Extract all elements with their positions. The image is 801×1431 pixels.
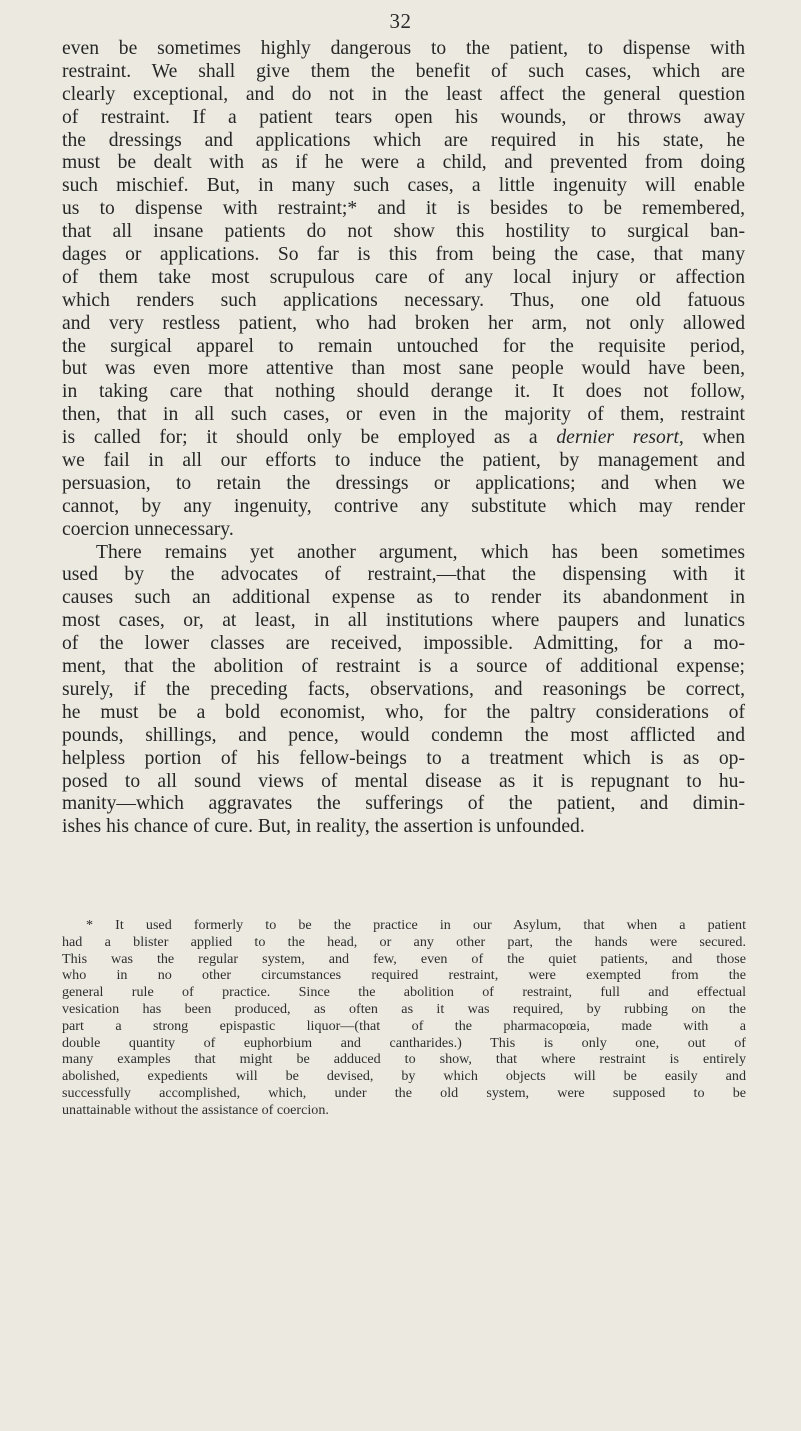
text-line: clearly exceptional, and do not in the least affect the general question xyxy=(62,83,745,105)
text-line: which renders such applications necessary. Thus, one old fatuous xyxy=(62,289,745,311)
footnote-line: many examples that might be adduced to show, that where restraint is entirely xyxy=(62,1051,746,1068)
text-line: surely, if the preceding facts, observations, and reasonings be correct, xyxy=(62,678,745,700)
text-line: causes such an additional expense as to render its abandonment in xyxy=(62,587,745,609)
text-line: of them take most scrupulous care of any local injury or affection xyxy=(62,266,745,288)
footnote-line: vesication has been produced, as often as it was required, by rubbing on the xyxy=(62,1000,746,1017)
footnote-line: part a strong epispastic liquor—(that of the pharmacopœia, made with a xyxy=(62,1017,746,1034)
text-line: the surgical apparel to remain untouched for the requisite period, xyxy=(62,335,745,357)
text-line: helpless portion of his fellow-beings to a treatment which is as op- xyxy=(62,747,745,769)
text-line: posed to all sound views of mental disease as it is repugnant to hu- xyxy=(62,770,745,792)
text-line: even be sometimes highly dangerous to the patient, to dispense with xyxy=(62,38,745,59)
text-segment: is called for; it should only be employed as a xyxy=(62,427,538,449)
footnote-line: * It used formerly to be the practice in our Asylum, that when a patient xyxy=(86,917,746,933)
footnote-line: unattainable without the assistance of coercion. xyxy=(62,1101,329,1118)
text-line: pounds, shillings, and pence, would condemn the most afflicted and xyxy=(62,724,745,746)
text-line: and very restless patient, who had broken her arm, not only allowed xyxy=(62,312,745,334)
text-line: of the lower classes are received, impossible. Admitting, for a mo- xyxy=(62,633,745,655)
text-line-paragraph-start: There remains yet another argument, which has been sometimes xyxy=(96,541,745,563)
footnote-line: double quantity of euphorbium and cantharides.) This is only one, out of xyxy=(62,1034,746,1051)
footnote-line: had a blister applied to the head, or any other part, the hands were secured. xyxy=(62,933,746,950)
text-line: ment, that the abolition of restraint is a source of additional expense; xyxy=(62,656,745,678)
text-segment: when xyxy=(683,427,745,449)
footnote-line: general rule of practice. Since the abolition of restraint, full and effectual xyxy=(62,984,746,1001)
text-line: used by the advocates of restraint,—that the dispensing with it xyxy=(62,564,745,586)
text-line: us to dispense with restraint;* and it is besides to be remembered, xyxy=(62,198,745,220)
text-line: we fail in all our efforts to induce the patient, by management and xyxy=(62,450,745,472)
text-line: he must be a bold economist, who, for the paltry considerations of xyxy=(62,701,745,723)
text-line: must be dealt with as if he were a child, and prevented from doing xyxy=(62,152,745,174)
text-line: of restraint. If a patient tears open his wounds, or throws away xyxy=(62,106,745,128)
text-line: but was even more attentive than most sane people would have been, xyxy=(62,358,745,380)
text-line: restraint. We shall give them the benefit of such cases, which are xyxy=(62,60,745,82)
text-line: manity—which aggravates the sufferings of the patient, and dimin- xyxy=(62,793,745,815)
text-line: in taking care that nothing should derange it. It does not follow, xyxy=(62,381,745,403)
body-text xyxy=(62,38,745,839)
text-line: then, that in all such cases, or even in the majority of them, restraint xyxy=(62,404,745,426)
italic-phrase: dernier resort, xyxy=(556,427,684,449)
footnote-line: This was the regular system, and few, even of the quiet patients, and those xyxy=(62,950,746,967)
text-line: that all insane patients do not show this hostility to surgical ban- xyxy=(62,221,745,243)
text-line: the dressings and applications which are required in his state, he xyxy=(62,129,745,151)
text-line: most cases, or, at least, in all institutions where paupers and lunatics xyxy=(62,610,745,632)
footnote xyxy=(62,917,746,1119)
text-line: persuasion, to retain the dressings or applications; and when we xyxy=(62,472,745,494)
text-line: ishes his chance of cure. But, in reality, the assertion is unfounded. xyxy=(62,816,585,838)
text-line-with-italic xyxy=(62,427,745,450)
text-line: cannot, by any ingenuity, contrive any substitute which may render xyxy=(62,495,745,517)
footnote-line: successfully accomplished, which, under the old system, were supposed to be xyxy=(62,1084,746,1101)
footnote-line: abolished, expedients will be devised, by which objects will be easily and xyxy=(62,1068,746,1085)
text-line: such mischief. But, in many such cases, a little ingenuity will enable xyxy=(62,175,745,197)
page-number: 32 xyxy=(389,9,412,33)
text-line: coercion unnecessary. xyxy=(62,518,234,540)
footnote-line: who in no other circumstances required restraint, were exempted from the xyxy=(62,967,746,984)
text-line: dages or applications. So far is this from being the case, that many xyxy=(62,244,745,266)
